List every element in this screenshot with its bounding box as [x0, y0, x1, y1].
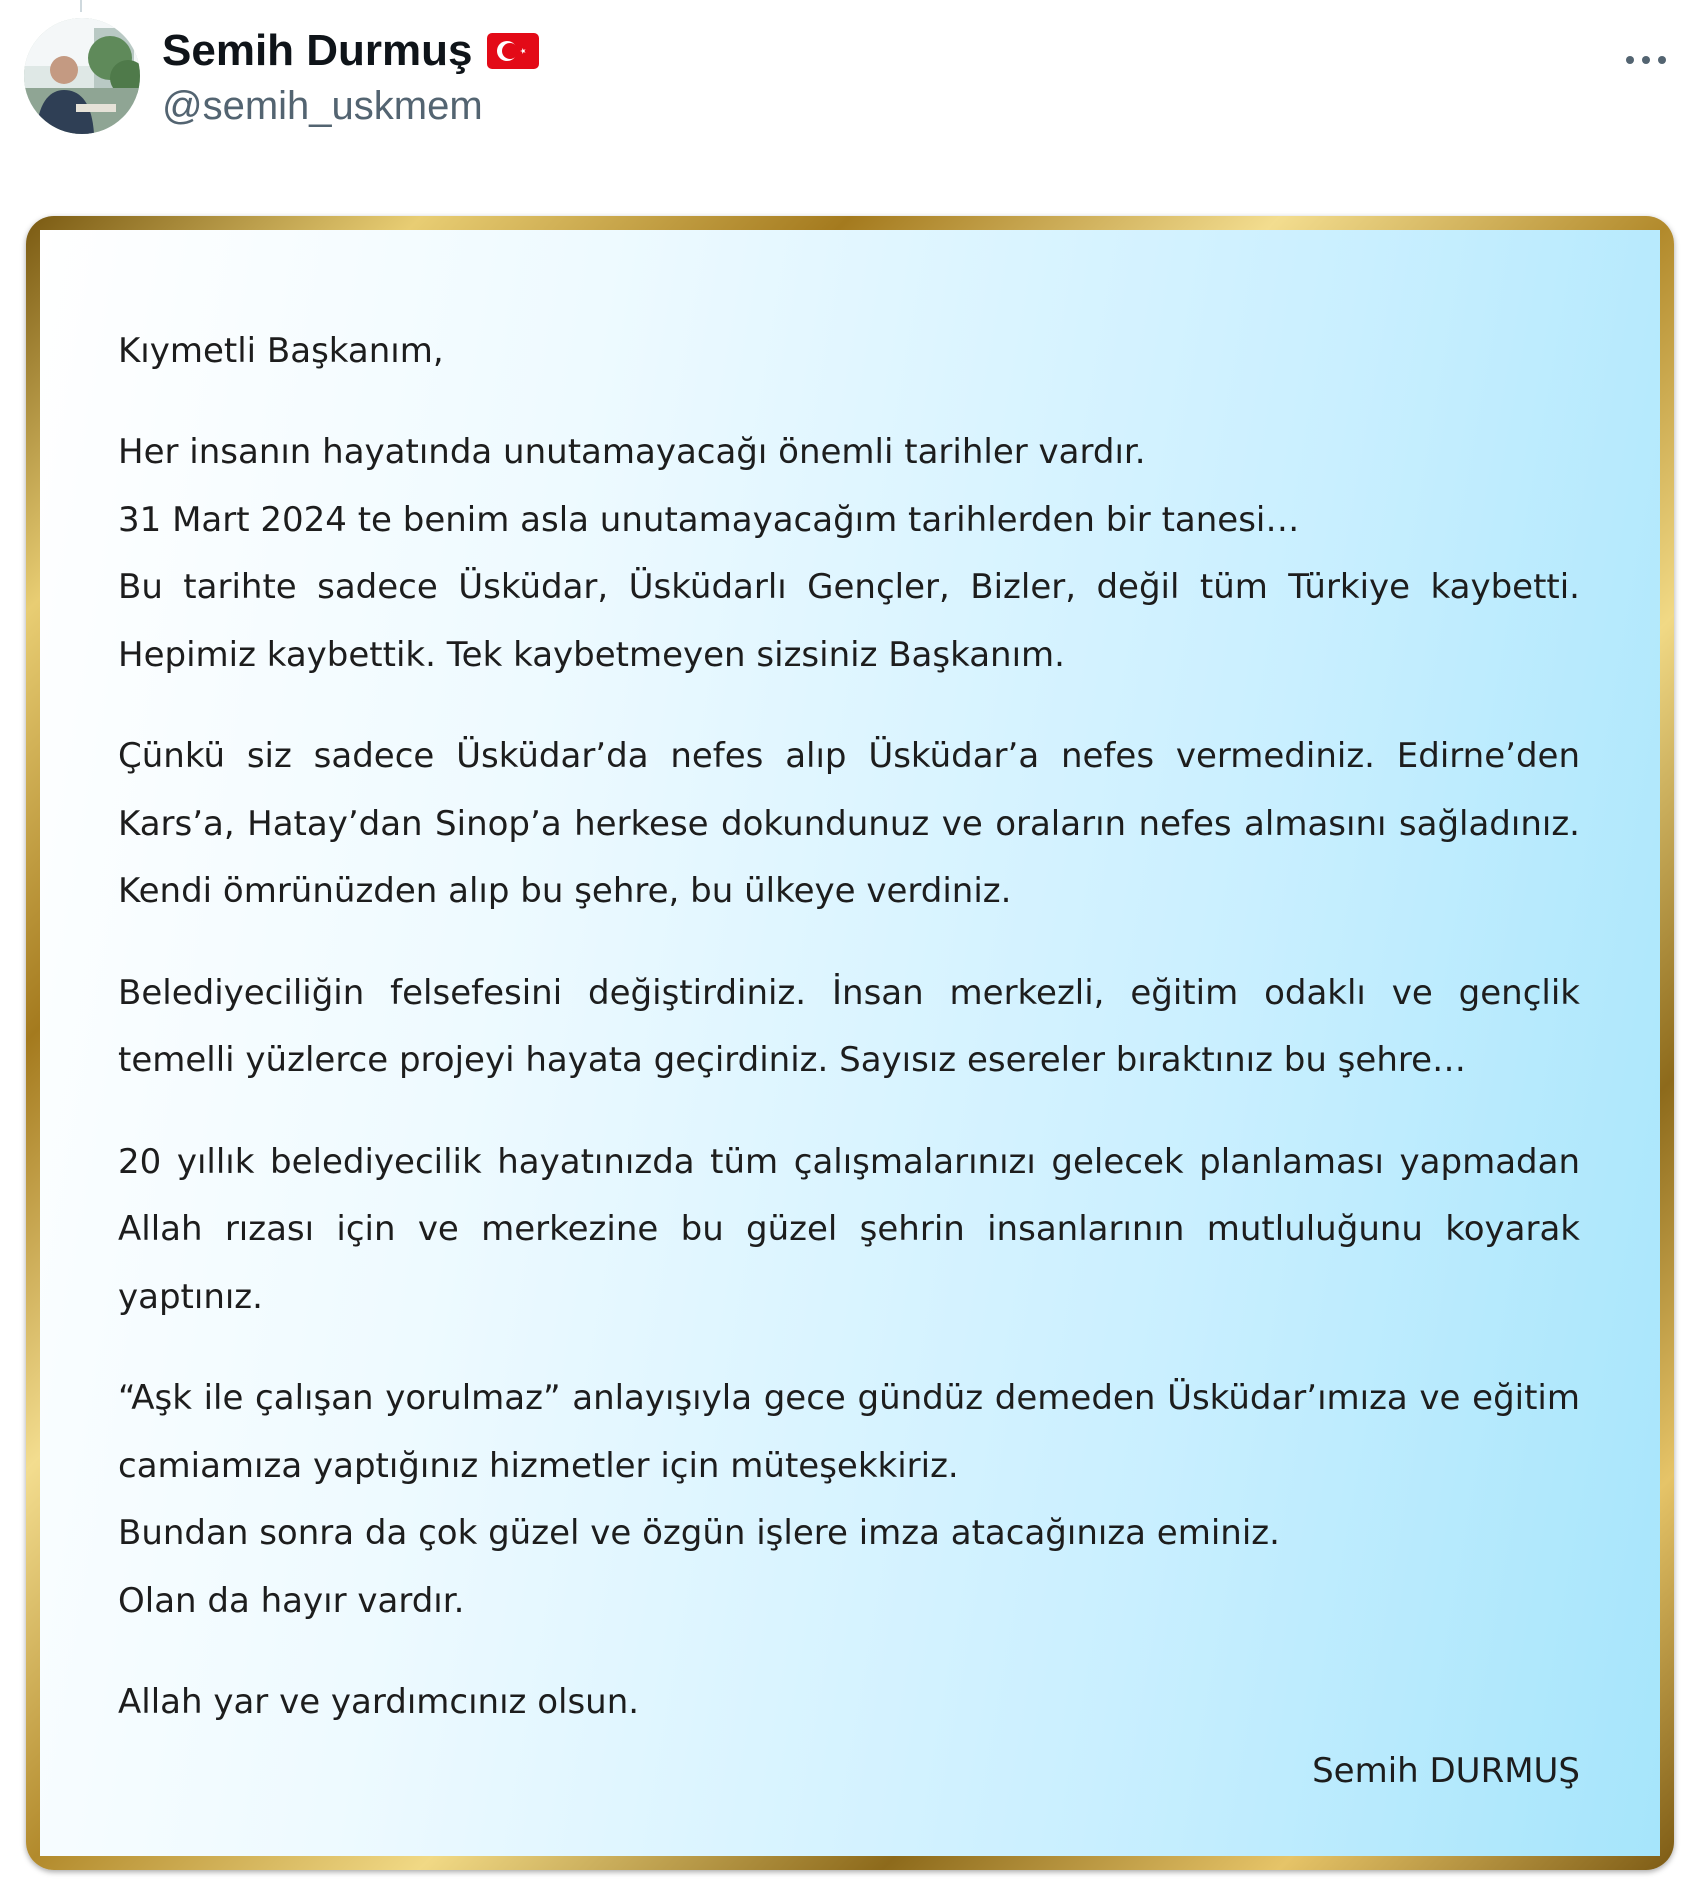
letter-paragraph-5	[118, 1365, 1580, 1635]
more-horizontal-icon	[1616, 40, 1676, 80]
user-handle[interactable]: @semih_uskmem	[162, 84, 483, 128]
more-options-button[interactable]	[1616, 40, 1676, 80]
letter-line: Bundan sonra da çok güzel ve özgün işlere imza atacağınıza eminiz.	[118, 1513, 1280, 1553]
letter-signature: Semih DURMUŞ	[1312, 1751, 1580, 1791]
tweet-header	[24, 18, 1676, 138]
letter-line: Belediyeciliğin felsefesini değiştirdiniz. İnsan merkezli, eğitim odaklı ve gençlik temelli yüzlerce projeyi hayata geçirdiniz. Sayısız esereler bıraktınız bu şehre…	[118, 972, 1580, 1080]
letter-line: “Aşk ile çalışan yorulmaz” anlayışıyla gece gündüz demeden Üsküdar’ımıza ve eğitim camiamıza yaptığınız hizmetler için müteşekkiriz.	[118, 1378, 1580, 1486]
thread-connector-line	[80, 0, 82, 12]
attached-letter-image[interactable]	[26, 216, 1674, 1870]
letter-content	[40, 230, 1660, 1856]
letter-paragraph-1	[118, 419, 1580, 689]
letter-line: Çünkü siz sadece Üsküdar’da nefes alıp Üsküdar’a nefes vermediniz. Edirne’den Kars’a, Hatay’dan Sinop’a herkese dokundunuz ve oraların nefes almasını sağladınız. Kendi ömrünüzden alıp bu şehre, bu ülkeye verdiniz.	[118, 736, 1580, 911]
letter-line: Olan da hayır vardır.	[118, 1580, 465, 1621]
letter-salutation: Kıymetli Başkanım,	[118, 331, 444, 371]
turkey-flag-icon	[487, 33, 539, 69]
avatar-photo-icon	[24, 18, 140, 134]
letter-line: Bu tarihte sadece Üsküdar, Üsküdarlı Gençler, Bizler, değil tüm Türkiye kaybetti. Hepimiz kaybettik. Tek kaybetmeyen sizsiniz Başkanım.	[118, 567, 1580, 675]
name-row	[162, 22, 539, 80]
letter-line: 31 Mart 2024 te benim asla unutamayacağım tarihlerden bir tanesi…	[118, 499, 1300, 540]
letter-closing: Allah yar ve yardımcınız olsun.	[118, 1682, 640, 1722]
letter-line: 20 yıllık belediyecilik hayatınızda tüm çalışmalarınızı gelecek planlaması yapmadan Allah rızası için ve merkezine bu güzel şehrin insanlarının mutluluğunu koyarak yaptınız.	[118, 1141, 1580, 1317]
avatar[interactable]	[24, 18, 140, 134]
letter-paragraph-3	[118, 960, 1580, 1095]
letter-line: Her insanın hayatında unutamayacağı önemli tarihler vardır.	[118, 432, 1146, 472]
display-name[interactable]: Semih Durmuş	[162, 26, 473, 75]
letter-paragraph-2	[118, 723, 1580, 926]
letter-paragraph-4	[118, 1129, 1580, 1332]
